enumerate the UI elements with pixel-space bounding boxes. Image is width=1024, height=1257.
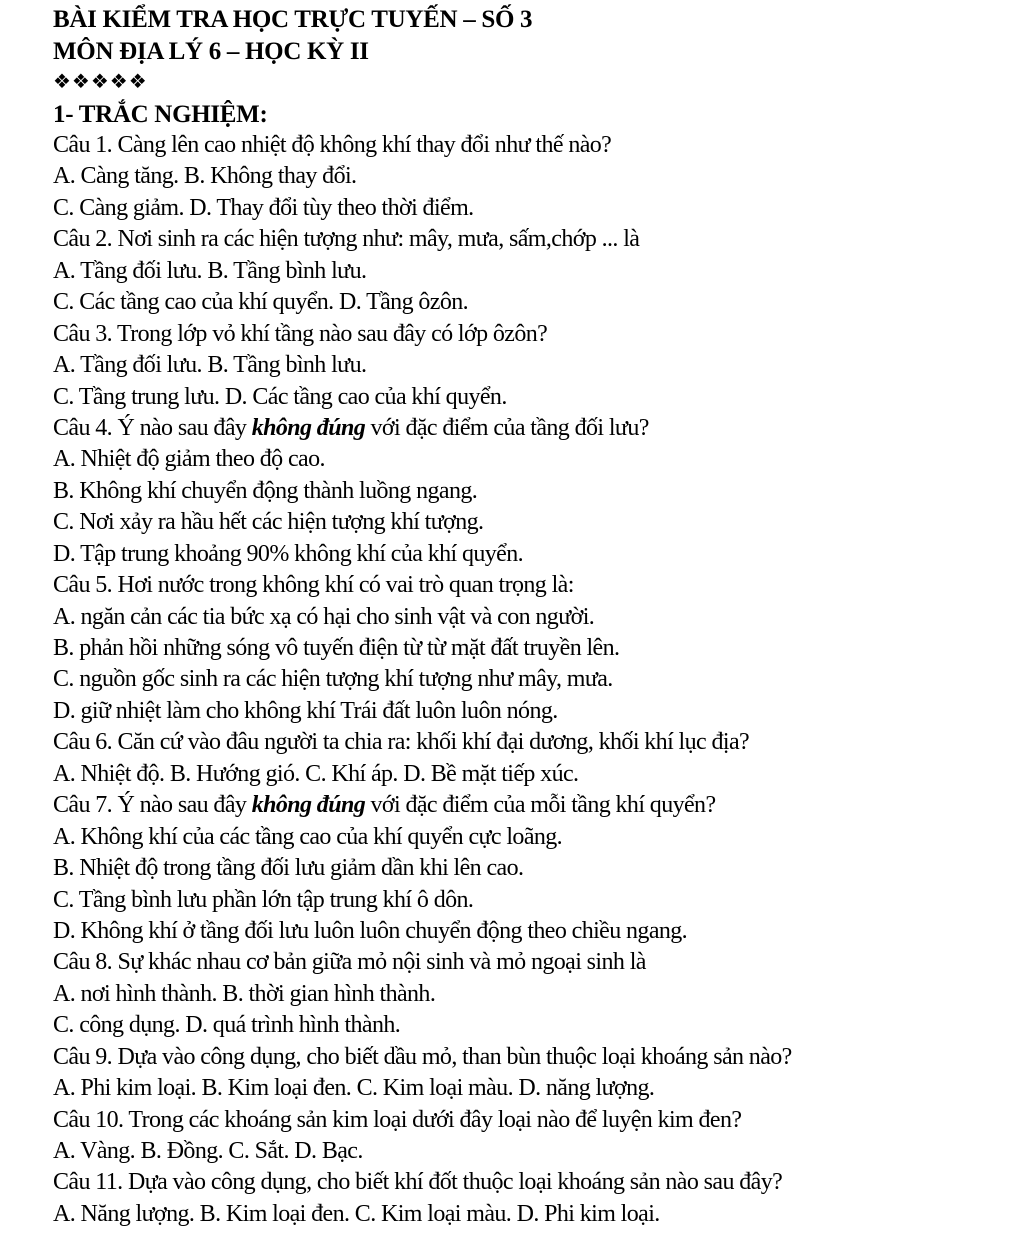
question-4-option-a: A. Nhiệt độ giảm theo độ cao. bbox=[53, 446, 325, 473]
question-7-stem-start: Câu 7. Ý nào sau đây bbox=[53, 792, 252, 819]
question-8-stem: Câu 8. Sự khác nhau cơ bản giữa mỏ nội sinh và mỏ ngoại sinh là bbox=[53, 949, 646, 976]
question-7-option-b: B. Nhiệt độ trong tầng đối lưu giảm dần khi lên cao. bbox=[53, 855, 524, 882]
question-2-option-line: A. Tầng đối lưu. B. Tầng bình lưu. bbox=[53, 257, 367, 284]
question-11-stem: Câu 11. Dựa vào công dụng, cho biết khí đốt thuộc loại khoáng sản nào sau đây? bbox=[53, 1169, 783, 1196]
question-4-stem-start: Câu 4. Ý nào sau đây bbox=[53, 414, 252, 441]
question-8-option-line: A. nơi hình thành. B. thời gian hình thành. bbox=[53, 980, 436, 1007]
question-5-option-d: D. giữ nhiệt làm cho không khí Trái đất luôn luôn nóng. bbox=[53, 697, 558, 724]
question-9-option-line: A. Phi kim loại. B. Kim loại đen. C. Kim loại màu. D. năng lượng. bbox=[53, 1075, 655, 1102]
question-6-stem: Câu 6. Căn cứ vào đâu người ta chia ra: khối khí đại dương, khối khí lục địa? bbox=[53, 729, 750, 756]
question-4-option-b: B. Không khí chuyển động thành luồng ngang. bbox=[53, 477, 478, 504]
question-7-option-c: C. Tầng bình lưu phần lớn tập trung khí ô dôn. bbox=[53, 886, 474, 913]
question-5-option-a: A. ngăn cản các tia bức xạ có hại cho sinh vật và con người. bbox=[53, 603, 595, 630]
question-7-option-a: A. Không khí của các tầng cao của khí quyển cực loãng. bbox=[53, 823, 563, 850]
title-line-1: BÀI KIỂM TRA HỌC TRỰC TUYẾN – SỐ 3 bbox=[53, 6, 533, 33]
question-5-option-c: C. nguồn gốc sinh ra các hiện tượng khí tượng như mây, mưa. bbox=[53, 666, 613, 693]
title-line-2: MÔN ĐỊA LÝ 6 – HỌC KỲ II bbox=[53, 37, 369, 65]
question-1-option-line: A. Càng tăng. B. Không thay đổi. bbox=[53, 163, 357, 190]
question-6-option-line: A. Nhiệt độ. B. Hướng gió. C. Khí áp. D. Bề mặt tiếp xúc. bbox=[53, 760, 579, 787]
question-4-option-c: C. Nơi xảy ra hầu hết các hiện tượng khí tượng. bbox=[53, 509, 484, 536]
question-7-option-d: D. Không khí ở tầng đối lưu luôn luôn chuyển động theo chiều ngang. bbox=[53, 917, 688, 944]
question-4-stem bbox=[53, 413, 1013, 444]
question-1-stem: Câu 1. Càng lên cao nhiệt độ không khí thay đổi như thế nào? bbox=[53, 132, 612, 158]
document-page bbox=[53, 4, 1013, 1230]
question-4-emphasis: không đúng bbox=[251, 414, 366, 441]
question-7-stem bbox=[53, 790, 1013, 821]
question-3-option-line: C. Tầng trung lưu. D. Các tầng cao của khí quyển. bbox=[53, 383, 507, 410]
question-9-stem: Câu 9. Dựa vào công dụng, cho biết dầu mỏ, than bùn thuộc loại khoáng sản nào? bbox=[53, 1043, 792, 1070]
question-4-stem-end: với đặc điểm của tầng đối lưu? bbox=[365, 414, 649, 441]
question-10-stem: Câu 10. Trong các khoáng sản kim loại dưới đây loại nào để luyện kim đen? bbox=[53, 1106, 742, 1133]
question-3-option-line: A. Tầng đối lưu. B. Tầng bình lưu. bbox=[53, 352, 367, 379]
question-7-stem-end: với đặc điểm của mỗi tầng khí quyển? bbox=[365, 792, 716, 819]
question-2-stem: Câu 2. Nơi sinh ra các hiện tượng như: mây, mưa, sấm,chớp ... là bbox=[53, 226, 640, 253]
question-10-option-line: A. Vàng. B. Đồng. C. Sắt. D. Bạc. bbox=[53, 1138, 363, 1164]
ornament-divider: ❖❖❖❖❖ bbox=[53, 71, 148, 93]
question-3-stem: Câu 3. Trong lớp vỏ khí tầng nào sau đây có lớp ôzôn? bbox=[53, 320, 548, 347]
question-1-option-line: C. Càng giảm. D. Thay đổi tùy theo thời điểm. bbox=[53, 194, 474, 221]
question-5-stem: Câu 5. Hơi nước trong không khí có vai trò quan trọng là: bbox=[53, 572, 574, 599]
question-2-option-line: C. Các tầng cao của khí quyển. D. Tầng ôzôn. bbox=[53, 289, 469, 316]
question-5-option-b: B. phản hồi những sóng vô tuyến điện từ từ mặt đất truyền lên. bbox=[53, 635, 620, 661]
question-8-option-line: C. công dụng. D. quá trình hình thành. bbox=[53, 1012, 401, 1039]
section-title: 1- TRẮC NGHIỆM: bbox=[53, 100, 268, 128]
question-4-option-d: D. Tập trung khoảng 90% không khí của khí quyển. bbox=[53, 540, 524, 567]
question-7-emphasis: không đúng bbox=[251, 792, 366, 819]
question-11-option-line: A. Năng lượng. B. Kim loại đen. C. Kim loại màu. D. Phi kim loại. bbox=[53, 1200, 660, 1227]
